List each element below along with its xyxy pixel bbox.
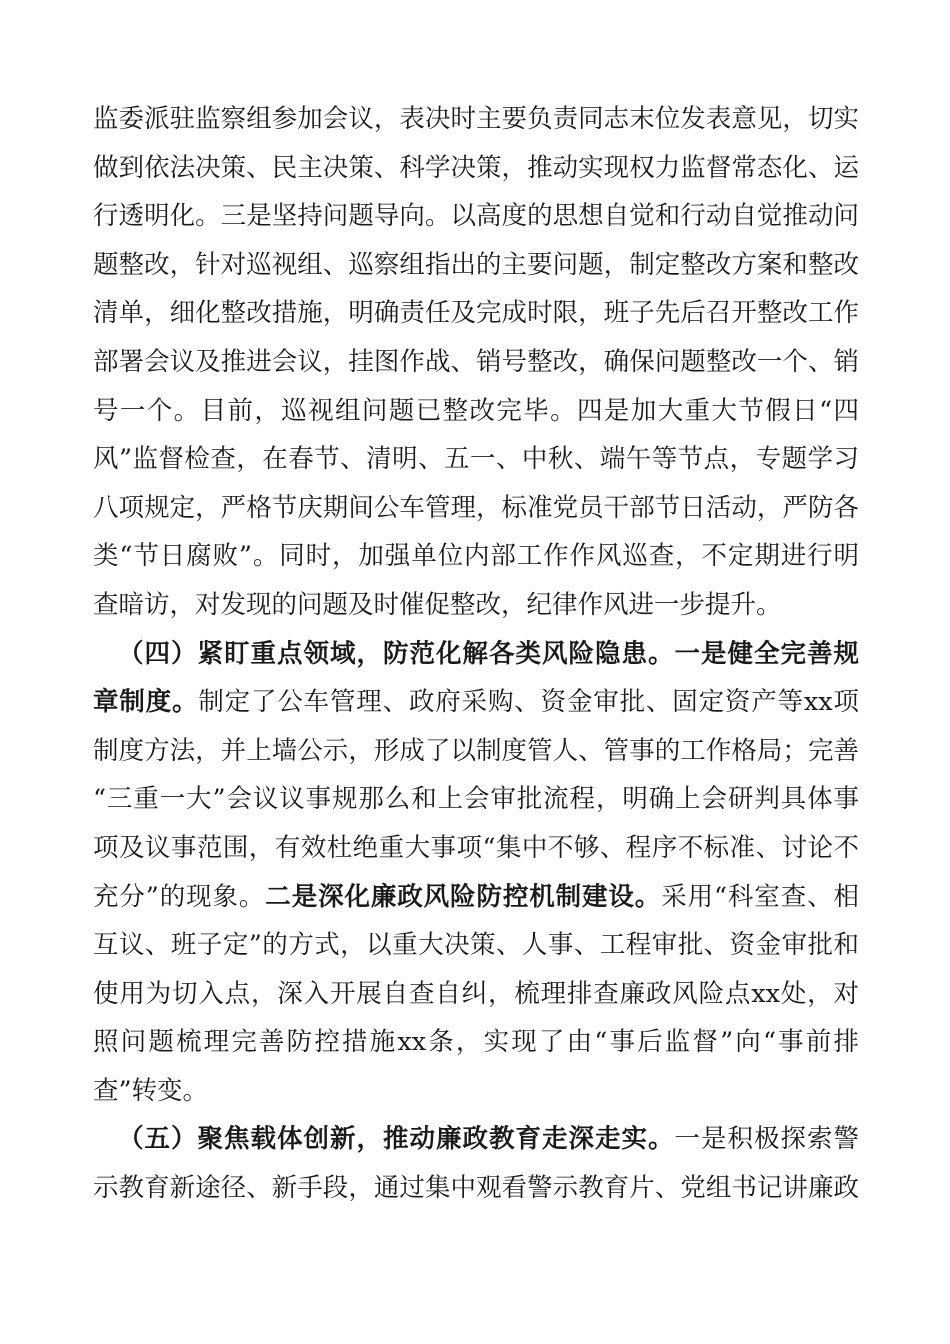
text-line: 示教育新途径、新手段，通过集中观看警示教育片、党组书记讲廉政	[93, 1173, 859, 1204]
text-line: 查暗访，对发现的问题及时催促整改，纪律作风进一步提升。	[93, 589, 782, 620]
text-span: 采用“科室查、相	[661, 881, 859, 912]
text-line: “三重一大”会议议事规那么和上会审批流程，明确上会研判具体事	[93, 784, 859, 815]
text-span: 一是积极探索警	[674, 1124, 859, 1155]
text-line: 行透明化。三是坚持问题导向。以高度的思想自觉和行动自觉推动问	[93, 201, 859, 232]
text-line: 部署会议及推进会议，挂图作战、销号整改，确保问题整改一个、销	[93, 346, 859, 377]
text-line: 使用为切入点，深入开展自查自纠，梳理排查廉政风险点xx处，对	[93, 978, 859, 1009]
text-line	[93, 873, 859, 922]
text-line: 项及议事范围，有效杜绝重大事项“集中不够、程序不标准、讨论不	[93, 832, 859, 863]
text-line	[93, 678, 859, 727]
text-span: 充分”的现象。	[93, 881, 266, 912]
section-4-lead-bold: 一是健全完善规	[674, 638, 859, 669]
section-4-lead2-bold: 二是深化廉政风险防控机制建设。	[265, 881, 662, 912]
text-line: 监委派驻监察组参加会议，表决时主要负责同志末位发表意见，切实	[93, 104, 859, 134]
text-line: 互议、班子定”的方式，以重大决策、人事、工程审批、资金审批和	[93, 930, 859, 961]
text-line: 八项规定，严格节庆期间公车管理，标准党员干部节日活动，严防各	[93, 492, 859, 523]
document-body	[93, 95, 859, 1213]
text-line: 号一个。目前，巡视组问题已整改完毕。四是加大重大节假日“四	[93, 395, 859, 426]
text-line: 查”转变。	[93, 1075, 209, 1106]
text-span: 制定了公车管理、政府采购、资金审批、固定资产等xx项	[198, 687, 859, 718]
text-line: 照问题梳理完善防控措施xx条，实现了由“事后监督”向“事前排	[93, 1027, 859, 1058]
section-5-heading: （五）聚焦载体创新，推动廉政教育走深走实。	[118, 1124, 675, 1155]
section-4-first-line	[93, 630, 859, 679]
text-line: 制度方法，并上墙公示，形成了以制度管人、管事的工作格局；完善	[93, 735, 859, 766]
text-line: 风”监督检查，在春节、清明、五一、中秋、端午等节点，专题学习	[93, 444, 859, 475]
text-line: 清单，细化整改措施，明确责任及完成时限，班子先后召开整改工作	[93, 298, 859, 329]
section-4-heading: （四）紧盯重点领域，防范化解各类风险隐患。	[118, 638, 675, 669]
text-line: 做到依法决策、民主决策、科学决策，推动实现权力监督常态化、运	[93, 152, 859, 183]
section-5-first-line	[93, 1115, 859, 1164]
text-line: 题整改，针对巡视组、巡察组指出的主要问题，制定整改方案和整改	[93, 249, 859, 280]
section-4-lead-bold-cont: 章制度。	[93, 687, 199, 718]
text-line: 类“节日腐败”。同时，加强单位内部工作作风巡查，不定期进行明	[93, 541, 859, 572]
